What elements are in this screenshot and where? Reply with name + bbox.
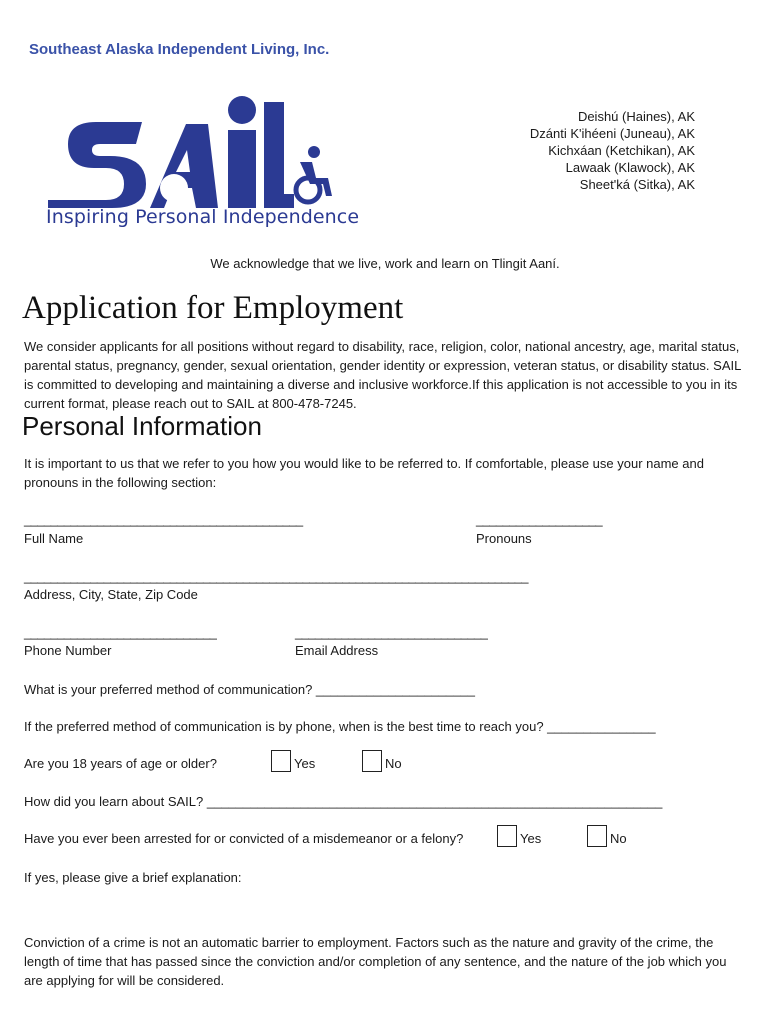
full-name-field[interactable]: __________________________________________ bbox=[24, 512, 303, 527]
email-label: Email Address bbox=[295, 643, 379, 658]
learn-question[interactable]: How did you learn about SAIL? _______________________________________________________________ bbox=[24, 794, 663, 809]
organization-name: Southeast Alaska Independent Living, Inc. bbox=[29, 41, 330, 58]
address-label: Address, City, State, Zip Code bbox=[24, 587, 198, 602]
pronouns-field[interactable]: ___________________ bbox=[476, 512, 602, 527]
age-yes-label: Yes bbox=[294, 756, 316, 771]
address-field[interactable]: ____________________________________________________________________________ bbox=[24, 569, 528, 584]
full-name-label: Full Name bbox=[24, 531, 84, 546]
location-item: Dzánti K'ihéeni (Juneau), AK bbox=[529, 126, 695, 141]
personal-description: It is important to us that we refer to you how you would like to be referred to. If comfortable, please use your name and pronouns in the following section: bbox=[24, 456, 704, 490]
communication-question[interactable]: What is your preferred method of communication? ______________________ bbox=[24, 682, 475, 697]
arrest-no-checkbox[interactable] bbox=[587, 825, 607, 847]
land-acknowledgement: We acknowledge that we live, work and learn on Tlingit Aaní. bbox=[210, 256, 560, 271]
location-item: Deishú (Haines), AK bbox=[577, 109, 695, 124]
arrest-no-label: No bbox=[610, 831, 627, 846]
age-no-label: No bbox=[385, 756, 402, 771]
arrest-yes-checkbox[interactable] bbox=[497, 825, 517, 847]
section-heading-personal: Personal Information bbox=[22, 411, 262, 441]
explanation-prompt: If yes, please give a brief explanation: bbox=[24, 870, 242, 885]
arrest-question: Have you ever been arrested for or convicted of a misdemeanor or a felony? bbox=[24, 831, 464, 846]
page-title: Application for Employment bbox=[22, 290, 404, 326]
pronouns-label: Pronouns bbox=[476, 531, 532, 546]
intro-paragraph: We consider applicants for all positions without regard to disability, race, religion, color, national ancestry, age, marital status, parental status, pregnancy, gender, sexual orientation, gender identity or expression, veteran status, or disability status. SAIL is committed to developing and maintaining a diverse and inclusive workforce.If this application is not accessible to you in its current format, please reach out to SAIL at 800-478-7245. bbox=[24, 339, 741, 411]
conviction-note: Conviction of a crime is not an automatic barrier to employment. Factors such as the nature and gravity of the crime, the length of time that has passed since the conviction and/or completion of any sentence, and the nature of the job which you are applying for will be considered. bbox=[24, 935, 727, 988]
best-time-question[interactable]: If the preferred method of communication is by phone, when is the best time to reach you? _______________ bbox=[24, 719, 656, 734]
phone-field[interactable]: _____________________________ bbox=[24, 625, 217, 640]
tagline: Inspiring Personal Independence bbox=[46, 206, 360, 228]
phone-label: Phone Number bbox=[24, 643, 112, 658]
arrest-yes-label: Yes bbox=[520, 831, 542, 846]
age-no-checkbox[interactable] bbox=[362, 750, 382, 772]
location-item: Kichxáan (Ketchikan), AK bbox=[548, 143, 695, 158]
age-yes-checkbox[interactable] bbox=[271, 750, 291, 772]
locations-list bbox=[530, 108, 695, 193]
age-question: Are you 18 years of age or older? bbox=[24, 756, 217, 771]
email-field[interactable]: _____________________________ bbox=[295, 625, 488, 640]
location-item: Lawaak (Klawock), AK bbox=[565, 160, 695, 175]
location-item: Sheet'ká (Sitka), AK bbox=[579, 177, 695, 192]
